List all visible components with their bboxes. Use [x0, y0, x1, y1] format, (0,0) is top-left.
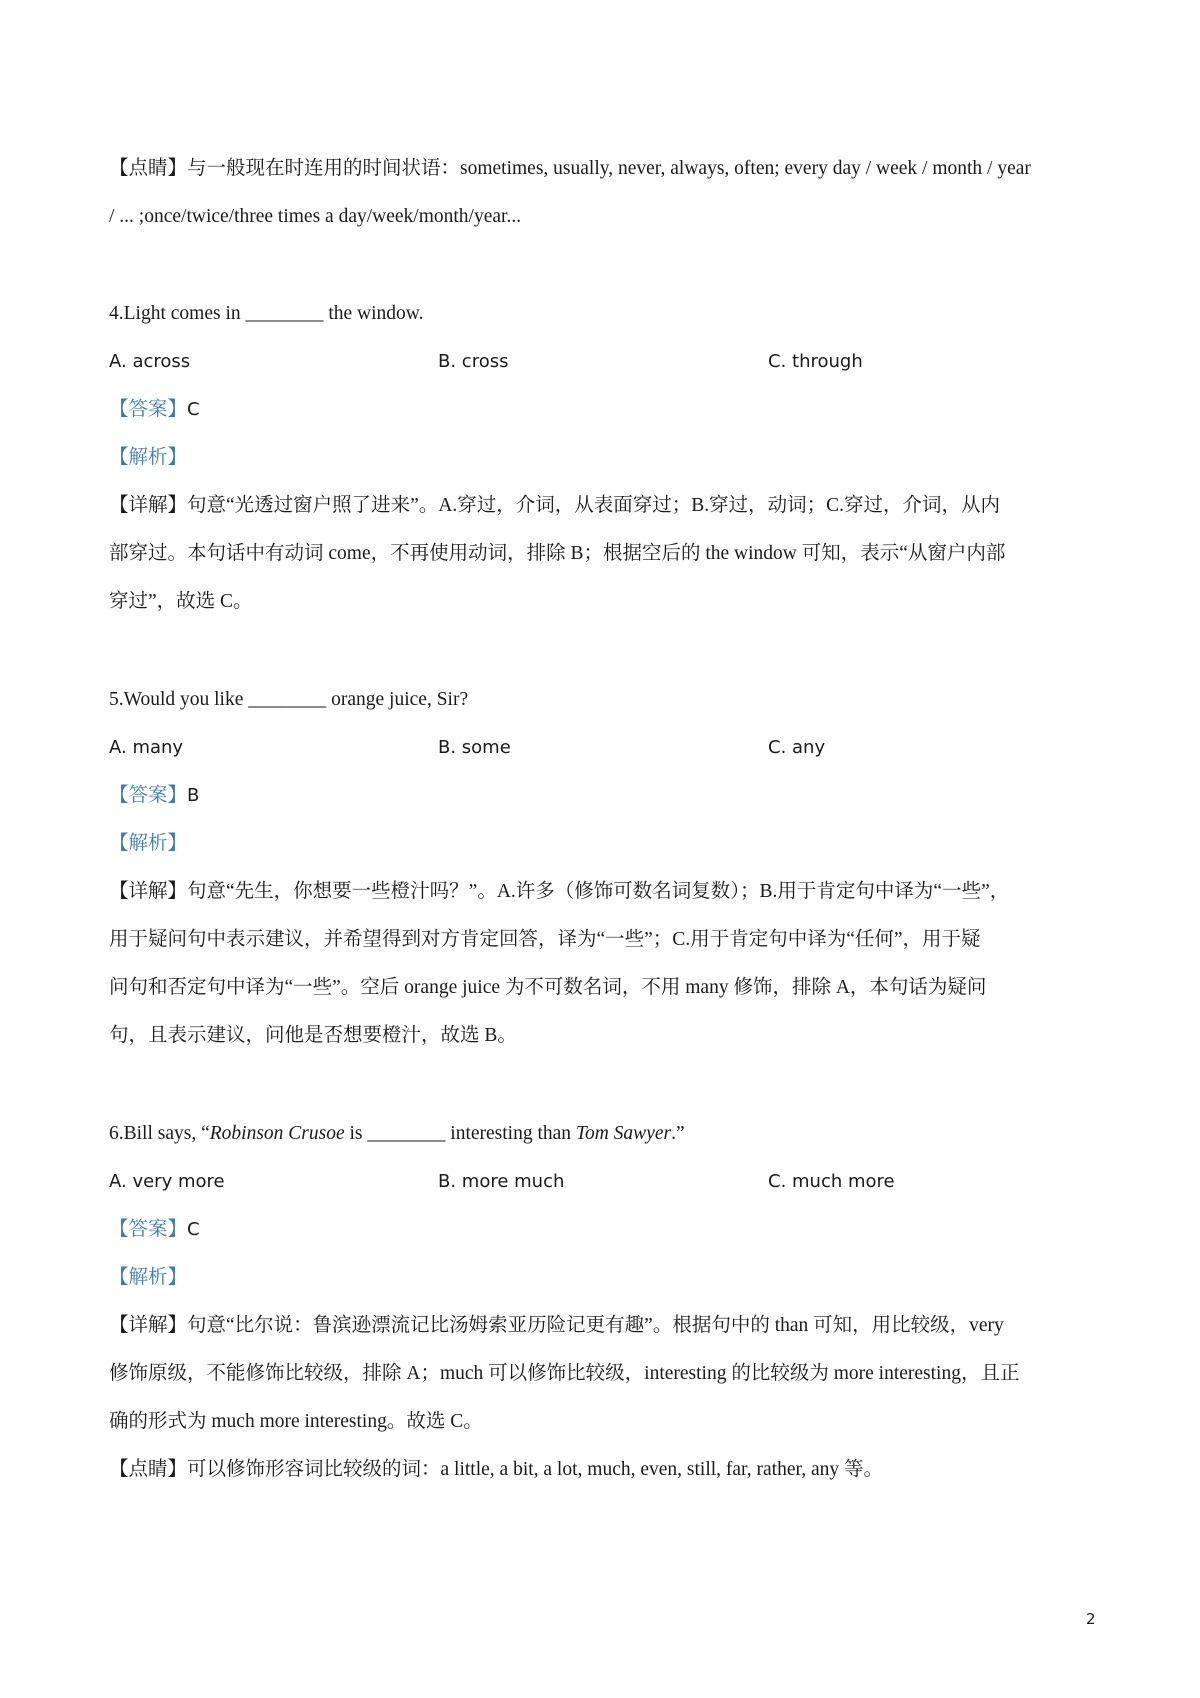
answer-label: 【答案】 — [109, 1219, 188, 1240]
q4-detail-1 — [109, 492, 1000, 520]
q6-answer — [109, 1216, 200, 1244]
note-line-2: / ... ;once/twice/three times a day/week/month/year... — [109, 206, 522, 227]
note-text: 可以修饰形容词比较级的词：a little, a bit, a lot, much, even, still, far, rather, any 等。 — [187, 1459, 883, 1480]
q6-option-c: C. much more — [768, 1171, 895, 1192]
q5-analysis — [109, 830, 187, 858]
q6-text-post: .” — [671, 1123, 685, 1144]
q5-detail-4: 句，且表示建议，问他是否想要橙汁，故选 B。 — [109, 1025, 517, 1046]
analysis-label: 【解析】 — [109, 1267, 188, 1288]
note-label: 【点睛】 — [109, 1459, 188, 1480]
q5-option-a: A. many — [109, 737, 184, 758]
q6-analysis — [109, 1264, 187, 1292]
answer-value: C — [187, 1219, 200, 1240]
q5-option-b: B. some — [438, 737, 511, 758]
q6-detail-2: 修饰原级，不能修饰比较级，排除 A；much 可以修饰比较级，interesting 的比较级为 more interesting，且正 — [109, 1363, 1020, 1384]
q4-option-b: B. cross — [438, 351, 509, 372]
q5-answer — [109, 782, 199, 810]
q6-option-a: A. very more — [109, 1171, 225, 1192]
q6-text-pre: 6.Bill says, “ — [109, 1123, 210, 1144]
note-line — [109, 155, 1031, 183]
detail-text: 句意“先生，你想要一些橙汁吗？”。A.许多（修饰可数名词复数）；B.用于肯定句中译为“一些”， — [187, 881, 1010, 902]
q5-detail-1 — [109, 878, 1009, 906]
q4-option-c: C. through — [768, 351, 863, 372]
detail-label: 【详解】 — [109, 495, 188, 516]
question-4: 4.Light comes in ________ the window. — [109, 303, 424, 324]
page-number: 2 — [1086, 1610, 1096, 1628]
note-text: 与一般现在时连用的时间状语：sometimes, usually, never, always, often; every day / week / month / year — [187, 158, 1031, 179]
q6-book-title-1: Robinson Crusoe — [209, 1123, 345, 1144]
answer-label: 【答案】 — [109, 785, 188, 806]
question-5: 5.Would you like ________ orange juice, Sir? — [109, 689, 469, 710]
answer-label: 【答案】 — [109, 399, 188, 420]
detail-label: 【详解】 — [109, 881, 188, 902]
q6-book-title-2: Tom Sawyer — [575, 1123, 672, 1144]
q4-option-a: A. across — [109, 351, 191, 372]
q5-detail-2: 用于疑问句中表示建议，并希望得到对方肯定回答，译为“一些”；C.用于肯定句中译为“任何”，用于疑 — [109, 929, 981, 950]
answer-value: C — [187, 399, 200, 420]
analysis-label: 【解析】 — [109, 833, 188, 854]
note-label: 【点睛】 — [109, 158, 188, 179]
q4-detail-2: 部穿过。本句话中有动词 come，不再使用动词，排除 B；根据空后的 the window 可知，表示“从窗户内部 — [109, 543, 1006, 564]
q4-answer — [109, 396, 200, 424]
q4-detail-3: 穿过”，故选 C。 — [109, 591, 253, 612]
q4-analysis — [109, 444, 187, 472]
answer-value: B — [187, 785, 200, 806]
detail-text: 句意“光透过窗户照了进来”。A.穿过，介词，从表面穿过；B.穿过，动词；C.穿过，介词，从内 — [187, 495, 1001, 516]
detail-label: 【详解】 — [109, 1315, 188, 1336]
q6-text-mid: is ________ interesting than — [344, 1123, 576, 1144]
q6-detail-3: 确的形式为 much more interesting。故选 C。 — [109, 1411, 483, 1432]
question-6 — [109, 1120, 685, 1148]
q5-option-c: C. any — [768, 737, 826, 758]
q6-detail-1 — [109, 1312, 1004, 1340]
detail-text: 句意“比尔说：鲁滨逊漂流记比汤姆索亚历险记更有趣”。根据句中的 than 可知，用比较级，very — [187, 1315, 1004, 1336]
q6-option-b: B. more much — [438, 1171, 565, 1192]
analysis-label: 【解析】 — [109, 447, 188, 468]
q6-note — [109, 1456, 883, 1484]
q5-detail-3: 问句和否定句中译为“一些”。空后 orange juice 为不可数名词，不用 many 修饰，排除 A，本句话为疑问 — [109, 977, 987, 998]
